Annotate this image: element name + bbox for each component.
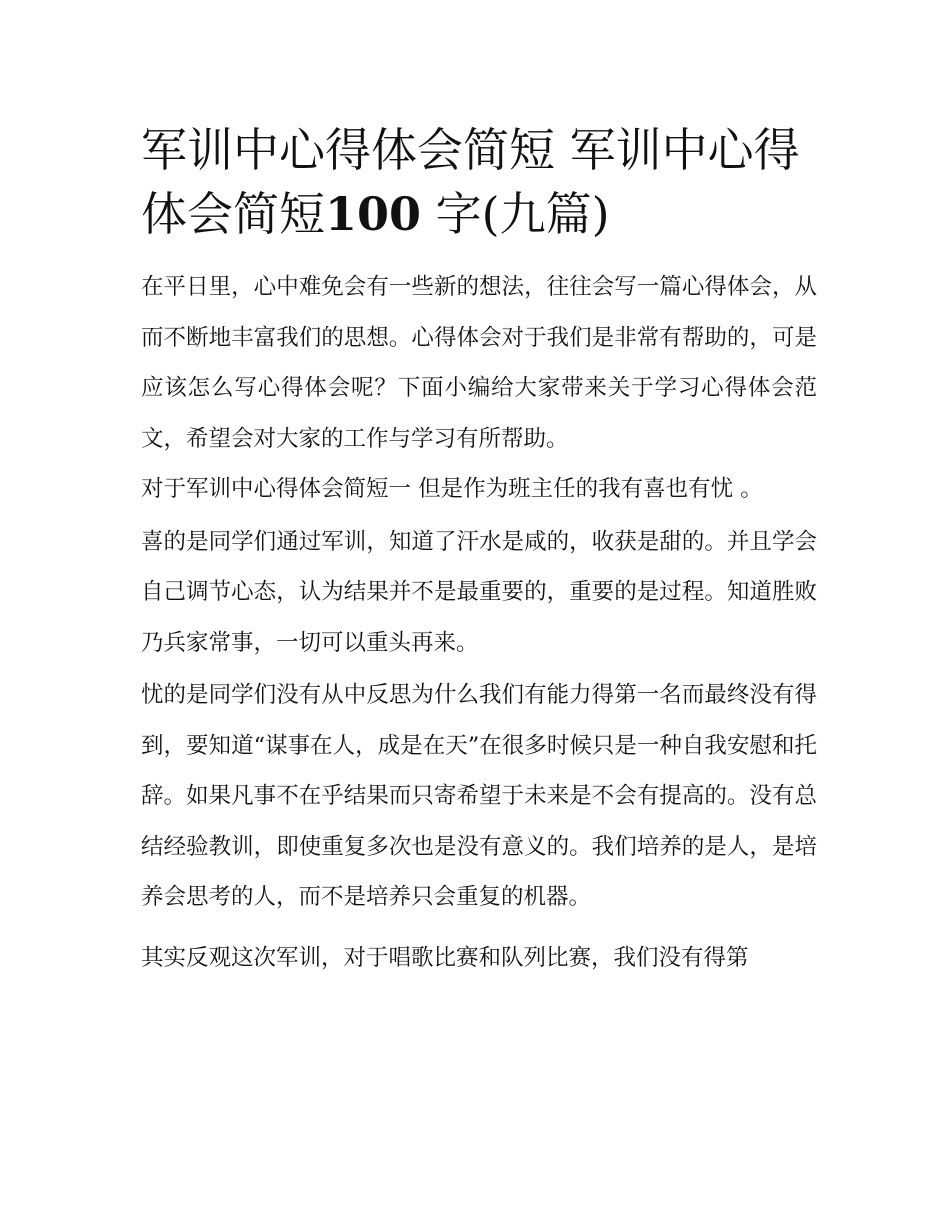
title-suffix: 字(九篇) (421, 187, 610, 241)
title-number: 100 (325, 187, 422, 241)
body-paragraph-worry: 忧的是同学们没有从中反思为什么我们有能力得第一名而最终没有得到，要知道“谋事在人，成是在天”在很多时候只是一种自我安慰和托辞。如果凡事不在乎结果而只寄希望于未来是不会有提高的。没有总结经验教训，即使重复多次也是没有意义的。我们培养的是人，是培养会思考的人，而不是培养只会重复的机器。 (141, 682, 817, 910)
document-body (141, 118, 817, 983)
intro-paragraph: 在平日里，心中难免会有一些新的想法，往往会写一篇心得体会，从而不断地丰富我们的思想。心得体会对于我们是非常有帮助的，可是应该怎么写心得体会呢？下面小编给大家带来关于学习心得体会范文，希望会对大家的工作与学习有所帮助。 (141, 274, 817, 452)
section-heading-paragraph: 对于军训中心得体会简短一 但是作为班主任的我有喜也有忧 。 (141, 476, 763, 502)
title-text: 军训中心得体会简短 军训中心得体会简短 (141, 123, 800, 241)
body-paragraph-reflection: 其实反观这次军训，对于唱歌比赛和队列比赛，我们没有得第 (141, 944, 749, 971)
document-title (141, 118, 817, 246)
body-paragraph-joy: 喜的是同学们通过军训，知道了汗水是咸的，收获是甜的。并且学会自己调节心态，认为结果并不是最重要的，重要的是过程。知道胜败乃兵家常事，一切可以重头再来。 (141, 528, 817, 656)
